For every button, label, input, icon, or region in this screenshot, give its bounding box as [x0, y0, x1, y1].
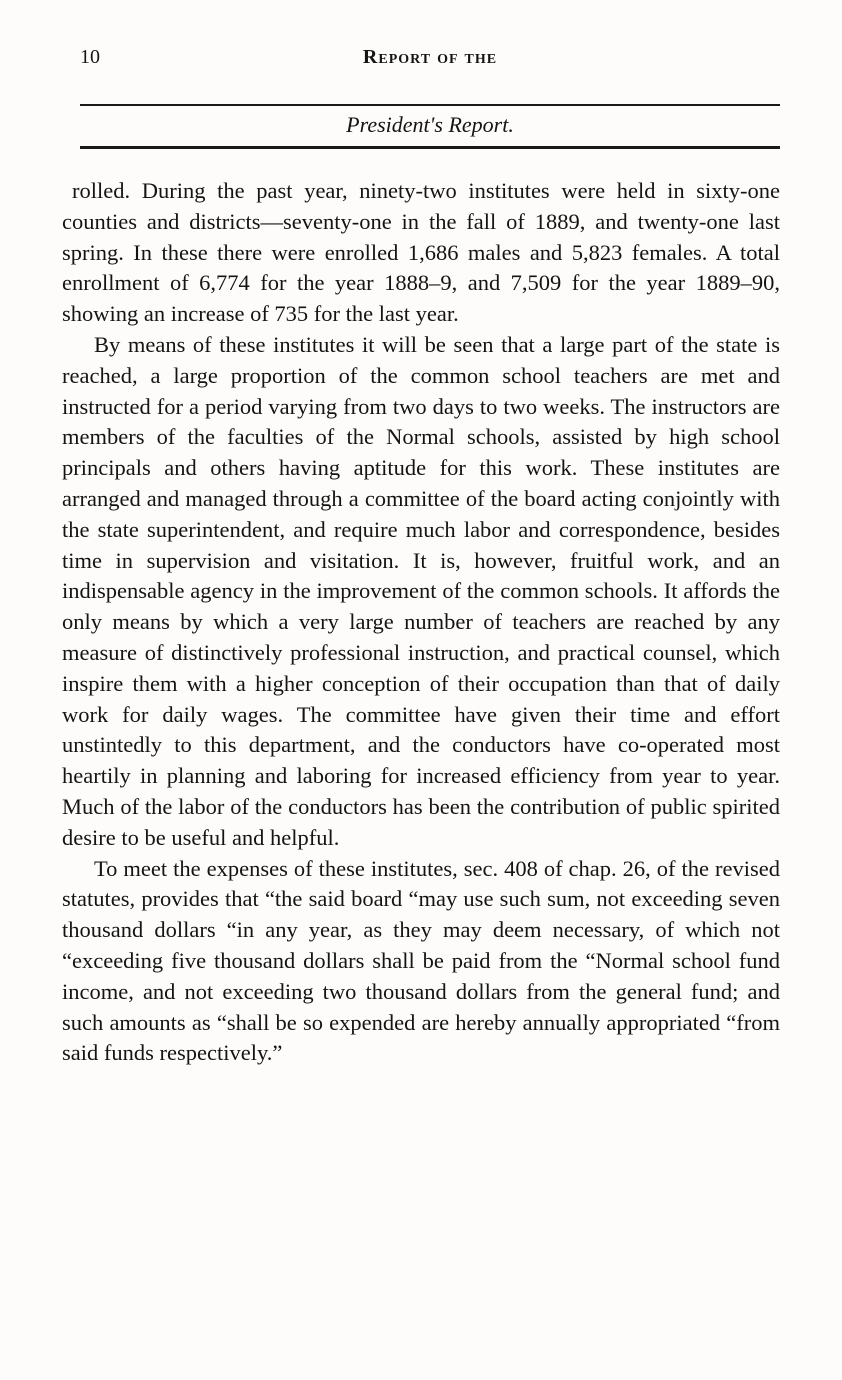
body-text — [62, 176, 780, 1069]
page-number: 10 — [80, 46, 100, 68]
header-rule-bottom — [80, 146, 780, 149]
section-title: President's Report. — [346, 112, 514, 137]
page-header — [80, 46, 780, 76]
paragraph-institute-enrollment: rolled. During the past year, ninety-two institutes were held in sixty-one counties and districts—seventy-one in the fall of 1889, and twenty-one last spring. In these there were enrolled 1,686 males and 5,823 females. A total enrollment of 6,774 for the year 1888–9, and 7,509 for the year 1889–90, showing an increase of 735 for the last year. — [62, 178, 780, 327]
header-rule-top — [80, 104, 780, 106]
paragraph-institute-expenses: To meet the expenses of these institutes, sec. 408 of chap. 26, of the revised statutes, provides that “the said board “may use such sum, not exceeding seven thousand dollars “in any year, as they may deem necessary, of which not “exceeding five thousand dollars shall be paid from the “Normal school fund income, and not exceeding two thousand dollars from the general fund; and such amounts as “shall be so expended are hereby annually appropriated “from said funds respectively.” — [62, 855, 780, 1066]
paragraph-institute-purpose: By means of these institutes it will be seen that a large part of the state is reached, a large proportion of the common school teachers are met and instructed for a period varying from two days to two weeks. The instructors are members of the faculties of the Normal schools, assisted by high school principals and others having aptitude for this work. These institutes are arranged and managed through a committee of the board acting conjointly with the state superintendent, and require much labor and correspondence, besides time in supervision and visitation. It is, however, fruitful work, and an indispensable agency in the improvement of the common schools. It affords the only means by which a very large number of teachers are reached by any measure of distinctively professional instruction, and practical counsel, which inspire them with a higher conception of their occupation than that of daily work for daily wages. The committee have given their time and effort unstintedly to this department, and the conductors have co-operated most heartily in planning and laboring for increased efficiency from year to year. Much of the labor of the conductors has been the contribution of public spirited desire to be useful and helpful. — [62, 331, 780, 850]
running-title: Report of the — [362, 46, 498, 68]
